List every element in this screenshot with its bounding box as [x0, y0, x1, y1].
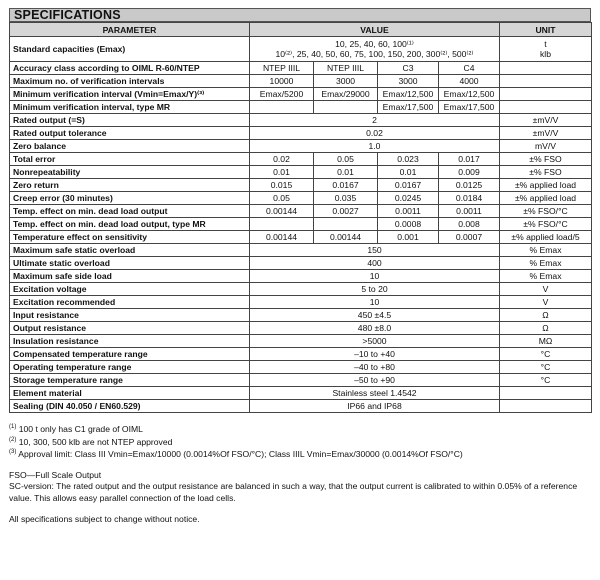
row-label: Creep error (30 minutes)	[10, 192, 250, 205]
fso-definition: FSO—Full Scale Output	[9, 469, 102, 480]
header-parameter: PARAMETER	[10, 23, 250, 37]
row-label: Zero return	[10, 179, 250, 192]
row-value-1: 0.00144	[250, 205, 314, 218]
row-value-2	[314, 218, 378, 231]
row-value-1: 10000	[250, 75, 314, 88]
row-value-3: 0.0008	[378, 218, 439, 231]
table-row	[10, 270, 592, 283]
row-value: IP66 and IP68	[250, 400, 500, 413]
row-value: 150	[250, 244, 500, 257]
row-unit: Ω	[500, 322, 592, 335]
row-label: Rated output tolerance	[10, 127, 250, 140]
row-unit: °C	[500, 361, 592, 374]
table-row	[10, 400, 592, 413]
row-value-3: 0.023	[378, 153, 439, 166]
footnotes	[9, 423, 592, 461]
row-value: 10	[250, 296, 500, 309]
row-value-1: 0.05	[250, 192, 314, 205]
table-row	[10, 153, 592, 166]
row-value-4: Emax/17,500	[439, 101, 500, 114]
capacity-unit-line1: t	[544, 39, 547, 49]
row-value: 5 to 20	[250, 283, 500, 296]
row-value-1	[250, 218, 314, 231]
row-unit: mV/V	[500, 140, 592, 153]
row-label: Zero balance	[10, 140, 250, 153]
row-value: –50 to +90	[250, 374, 500, 387]
row-unit: % Emax	[500, 257, 592, 270]
table-row	[10, 114, 592, 127]
row-value-4: 0.0007	[439, 231, 500, 244]
table-row	[10, 283, 592, 296]
row-value: Stainless steel 1.4542	[250, 387, 500, 400]
row-label: Total error	[10, 153, 250, 166]
row-unit: ±% FSO/°C	[500, 205, 592, 218]
table-row	[10, 257, 592, 270]
row-label: Element material	[10, 387, 250, 400]
row-value: 480 ±8.0	[250, 322, 500, 335]
row-label: Excitation voltage	[10, 283, 250, 296]
row-label: Storage temperature range	[10, 374, 250, 387]
row-label: Ultimate static overload	[10, 257, 250, 270]
table-row	[10, 166, 592, 179]
row-value-3: C3	[378, 62, 439, 75]
row-value-4: 0.0184	[439, 192, 500, 205]
row-value-3: 0.0245	[378, 192, 439, 205]
table-row	[10, 244, 592, 257]
table-row	[10, 296, 592, 309]
header-value: VALUE	[250, 23, 500, 37]
row-unit: V	[500, 296, 592, 309]
capacity-units	[500, 37, 592, 62]
row-unit: V	[500, 283, 592, 296]
row-value-3: 0.01	[378, 166, 439, 179]
row-label: Minimum verification interval (Vmin=Emax/Y)⁽³⁾	[10, 88, 250, 101]
row-value-1: 0.015	[250, 179, 314, 192]
row-unit	[500, 400, 592, 413]
row-unit: ±mV/V	[500, 114, 592, 127]
row-value-3: 0.0167	[378, 179, 439, 192]
row-value-2: 0.035	[314, 192, 378, 205]
row-value: 1.0	[250, 140, 500, 153]
table-row	[10, 179, 592, 192]
row-value-3: Emax/17,500	[378, 101, 439, 114]
table-row	[10, 75, 592, 88]
row-value-4: 4000	[439, 75, 500, 88]
table-row	[10, 101, 592, 114]
row-label: Maximum no. of verification intervals	[10, 75, 250, 88]
table-row	[10, 192, 592, 205]
row-label: Insulation resistance	[10, 335, 250, 348]
row-label: Compensated temperature range	[10, 348, 250, 361]
footnote-3: $^{(3)}$ Approval limit: Class III Vmin=Emax/10000 (0.0014%Of FSO/°C); Class IIIL Vmin=Emax/30000 (0.0014%Of FSO/°C)	[9, 449, 463, 459]
row-value-1: 0.00144	[250, 231, 314, 244]
row-unit: ±mV/V	[500, 127, 592, 140]
table-row	[10, 218, 592, 231]
table-row-standard-capacities	[10, 37, 592, 62]
row-label: Excitation recommended	[10, 296, 250, 309]
table-header-row	[10, 23, 592, 37]
row-value-1: 0.02	[250, 153, 314, 166]
row-value-2: 0.00144	[314, 231, 378, 244]
row-value-4: Emax/12,500	[439, 88, 500, 101]
row-unit: °C	[500, 348, 592, 361]
capacity-values-line2: 10⁽²⁾, 25, 40, 50, 60, 75, 100, 150, 200, 300⁽²⁾, 500⁽²⁾	[275, 49, 474, 59]
row-label: Temperature effect on sensitivity	[10, 231, 250, 244]
row-label: Output resistance	[10, 322, 250, 335]
capacity-values	[250, 37, 500, 62]
row-unit: ±% FSO	[500, 153, 592, 166]
row-unit: MΩ	[500, 335, 592, 348]
row-value-1: 0.01	[250, 166, 314, 179]
row-value: 0.02	[250, 127, 500, 140]
row-value-2: 0.05	[314, 153, 378, 166]
row-value: 2	[250, 114, 500, 127]
row-value-1: Emax/5200	[250, 88, 314, 101]
row-value-2	[314, 101, 378, 114]
row-value: –10 to +40	[250, 348, 500, 361]
table-row	[10, 205, 592, 218]
row-value-2: 0.0167	[314, 179, 378, 192]
row-value-3: 0.0011	[378, 205, 439, 218]
row-value-4: 0.009	[439, 166, 500, 179]
table-row	[10, 309, 592, 322]
sc-version-note: SC-version: The rated output and the output resistance are balanced in such a way, that the output current is calibrated to within 0.05% of a reference value. This allows easy parallel connection of the load cells.	[9, 481, 578, 503]
row-value: 400	[250, 257, 500, 270]
row-value: >5000	[250, 335, 500, 348]
row-value-3: 3000	[378, 75, 439, 88]
table-row	[10, 348, 592, 361]
row-value-4: C4	[439, 62, 500, 75]
row-value-2: Emax/29000	[314, 88, 378, 101]
row-value-4: 0.0125	[439, 179, 500, 192]
row-unit	[500, 101, 592, 114]
row-unit	[500, 62, 592, 75]
row-value-1	[250, 101, 314, 114]
table-row	[10, 374, 592, 387]
header-unit: UNIT	[500, 23, 592, 37]
row-value-3: 0.001	[378, 231, 439, 244]
row-unit: ±% applied load/5	[500, 231, 592, 244]
row-label: Maximum safe static overload	[10, 244, 250, 257]
explanatory-notes	[9, 470, 592, 505]
capacity-values-line1: 10, 25, 40, 60, 100⁽¹⁾	[335, 38, 414, 49]
row-label: Sealing (DIN 40.050 / EN60.529)	[10, 400, 250, 413]
table-row	[10, 361, 592, 374]
row-label: Standard capacities (Emax)	[10, 37, 250, 62]
row-label: Minimum verification interval, type MR	[10, 101, 250, 114]
row-value: 10	[250, 270, 500, 283]
table-row	[10, 231, 592, 244]
footnote-2: $^{(2)}$ 10, 300, 500 klb are not NTEP approved	[9, 436, 173, 447]
row-value-2: 0.0027	[314, 205, 378, 218]
capacity-unit-line2: klb	[540, 49, 551, 59]
row-unit: Ω	[500, 309, 592, 322]
disclaimer: All specifications subject to change without notice.	[9, 514, 200, 524]
table-row	[10, 335, 592, 348]
row-label: Nonrepeatability	[10, 166, 250, 179]
table-row	[10, 88, 592, 101]
section-title: SPECIFICATIONS	[9, 8, 591, 22]
row-label: Operating temperature range	[10, 361, 250, 374]
row-value-3: Emax/12,500	[378, 88, 439, 101]
row-label: Maximum safe side load	[10, 270, 250, 283]
table-row	[10, 140, 592, 153]
row-unit	[500, 387, 592, 400]
row-unit	[500, 75, 592, 88]
row-label: Input resistance	[10, 309, 250, 322]
specifications-table	[9, 22, 592, 413]
row-value: –40 to +80	[250, 361, 500, 374]
row-value-2: 3000	[314, 75, 378, 88]
row-value-4: 0.0011	[439, 205, 500, 218]
row-unit: ±% FSO	[500, 166, 592, 179]
table-row	[10, 62, 592, 75]
row-label: Accuracy class according to OIML R-60/NTEP	[10, 62, 250, 75]
table-row	[10, 387, 592, 400]
row-unit: ±% applied load	[500, 192, 592, 205]
row-value-4: 0.008	[439, 218, 500, 231]
row-value: 450 ±4.5	[250, 309, 500, 322]
table-row	[10, 322, 592, 335]
row-unit: % Emax	[500, 244, 592, 257]
table-row	[10, 127, 592, 140]
row-unit	[500, 88, 592, 101]
footnote-1: $^{(1)}$ 100 t only has C1 grade of OIML	[9, 424, 143, 434]
row-unit: % Emax	[500, 270, 592, 283]
row-value-1: NTEP IIIL	[250, 62, 314, 75]
row-value-2: 0.01	[314, 166, 378, 179]
row-label: Temp. effect on min. dead load output	[10, 205, 250, 218]
row-unit: °C	[500, 374, 592, 387]
row-unit: ±% applied load	[500, 179, 592, 192]
row-value-2: NTEP IIIL	[314, 62, 378, 75]
row-label: Temp. effect on min. dead load output, type MR	[10, 218, 250, 231]
row-label: Rated output (=S)	[10, 114, 250, 127]
row-unit: ±% FSO/°C	[500, 218, 592, 231]
row-value-4: 0.017	[439, 153, 500, 166]
